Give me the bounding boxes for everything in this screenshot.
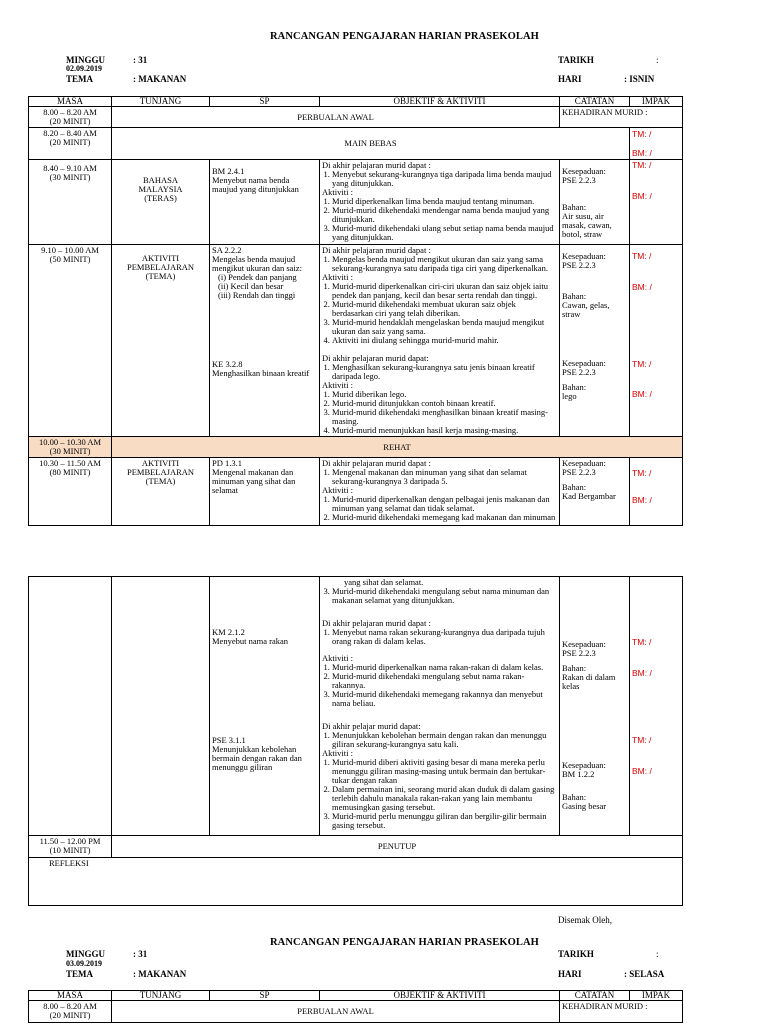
table-row — [29, 836, 683, 858]
refleksi-cell: REFLEKSI — [29, 858, 683, 906]
minggu-label: MINGGU — [66, 55, 105, 65]
table-row — [29, 437, 683, 458]
impak-cell: TM: / BM: / — [630, 160, 683, 245]
tema-value: : MAKANAN — [133, 74, 187, 84]
table-row — [29, 858, 683, 906]
col-impak: IMPAK — [630, 97, 683, 107]
bm-impak: BM: / — [632, 148, 652, 158]
lesson-plan-table-2 — [28, 990, 683, 1023]
hari-label: HARI — [558, 74, 582, 84]
time-cell: 8.00 – 8.20 AM (20 MINIT) — [29, 107, 112, 128]
penutup-cell: PENUTUP — [112, 836, 683, 858]
catatan-cell: Kesepaduan: PSE 2.2.3 Bahan: Air susu, air masak, cawan, botol, straw — [560, 160, 630, 245]
page-title-2: RANCANGAN PENGAJARAN HARIAN PRASEKOLAH — [270, 937, 539, 948]
minggu-label-2: MINGGU — [66, 949, 105, 959]
kehadiran-cell: KEHADIRAN MURID : — [560, 107, 683, 128]
activity-cell: MAIN BEBAS — [112, 128, 630, 160]
minggu-value: : 31 — [133, 55, 148, 65]
tarikh-value-2: : — [656, 949, 659, 959]
time-cell: 8.40 – 9.10 AM (30 MINIT) — [29, 160, 112, 245]
disemak-label: Disemak Oleh, — [558, 915, 612, 925]
sp-cell: KM 2.1.2 Menyebut nama rakan PSE 3.1.1 Menunjukkan kebolehan bermain dengan rakan dan menunggu giliran — [210, 577, 320, 836]
tunjang-cell — [112, 577, 210, 836]
table-row — [29, 107, 683, 128]
tema-value-2: : MAKANAN — [133, 969, 187, 979]
catatan-cell: Kesepaduan: PSE 2.2.3 Bahan: Cawan, gelas, straw Kesepaduan: PSE 2.2.3 Bahan: lego — [560, 245, 630, 437]
tunjang-cell: BAHASA MALAYSIA (TERAS) — [112, 160, 210, 245]
table-row — [29, 1001, 683, 1023]
tarikh-value: : — [656, 55, 659, 65]
impak-cell: TM: / BM: / TM: / BM: / — [630, 577, 683, 836]
col-catatan: CATATAN — [560, 991, 630, 1001]
objektif-cell: Di akhir pelajaran murid dapat : 1. Menyebut sekurang-kurangnya tiga daripada lima benda maujud yang ditunjukkan. Aktiviti : 1. Murid diperkenalkan lima benda maujud tentang minuman. 2. Murid-murid dikehendaki mendengar nama benda maujud yang ditunjukkan. 3. Murid-murid dikehendaki ulang sebut setiap nama benda maujud yang ditunjukkan. — [320, 160, 560, 245]
impak-cell: TM: / BM: / TM: / BM: / — [630, 245, 683, 437]
col-objektif: OBJEKTIF & AKTIVITI — [320, 97, 560, 107]
time-cell: 10.00 – 10.30 AM (30 MINIT) — [29, 437, 112, 458]
catatan-cell: Kesepaduan: PSE 2.2.3 Bahan: Rakan di dalam kelas Kesepaduan: BM 1.2.2 Bahan: Gasing besar — [560, 577, 630, 836]
activity-cell: PERBUALAN AWAL — [112, 107, 560, 128]
minggu-value-2: : 31 — [133, 949, 148, 959]
table-header-row — [29, 97, 683, 107]
table-row — [29, 160, 683, 245]
tm-impak: TM: / — [632, 129, 652, 139]
col-sp: SP — [210, 97, 320, 107]
hari-label-2: HARI — [558, 969, 582, 979]
col-sp: SP — [210, 991, 320, 1001]
activity-cell: PERBUALAN AWAL — [112, 1001, 560, 1023]
col-catatan: CATATAN — [560, 97, 630, 107]
time-cell: 9.10 – 10.00 AM (50 MINIT) — [29, 245, 112, 437]
objektif-cell: Di akhir pelajaran murid dapat : 1. Mengelas benda maujud mengikut ukuran dan saiz yang sama sekurang-kurangnya satu daripada tiga ciri yang diperkenalkan. Aktiviti : 1. Murid-murid diperkenalkan ciri-ciri ukuran dan saiz objek iaitu pendek dan panjang, kecil dan besar serta rendah dan tinggi. 2. Murid-murid dikehendaki membuat ukuran saiz objek berdasarkan ciri yang telah diberikan. 3. Murid-murid hendaklah mengelaskan benda maujud mengikut ukuran dan saiz yang sama. 4. Aktiviti ini diulang sehingga murid-murid mahir. Di akhir pelajaran murid dapat: 1. Menghasilkan sekurang-kurangnya satu jenis binaan kreatif daripada lego. Aktiviti : 1. Murid diberikan lego. 2. Murid-murid ditunjukkan contoh binaan kreatif. 3. Murid-murid dikehendaki menghasilkan binaan kreatif masing-masing. 4. Murid-murid menunjukkan hasil kerja masing-masing. — [320, 245, 560, 437]
sp-cell: SA 2.2.2 Mengelas benda maujud mengikut ukuran dan saiz: (i) Pendek dan panjang (ii) Kecil dan besar (iii) Rendah dan tinggi KE 3.2.8 Menghasilkan binaan kreatif — [210, 245, 320, 437]
impak-cell — [630, 128, 683, 160]
objektif-cell: Di akhir pelajaran murid dapat : 1. Mengenal makanan dan minuman yang sihat dan selamat sekurang-kurangnya 3 daripada 5. Aktiviti : 1. Murid-murid diperkenalkan dengan pelbagai jenis makanan dan minuman yang selamat dan tidak selamat. 2. Murid-murid dikehendaki memegang kad makanan dan minuman — [320, 458, 560, 526]
tarikh-label: TARIKH — [558, 55, 594, 65]
time-cell: 8.20 – 8.40 AM (20 MINIT) — [29, 128, 112, 160]
col-objektif: OBJEKTIF & AKTIVITI — [320, 991, 560, 1001]
page-title: RANCANGAN PENGAJARAN HARIAN PRASEKOLAH — [270, 31, 539, 42]
tarikh-label-2: TARIKH — [558, 949, 594, 959]
time-cell: 10.30 – 11.50 AM (80 MINIT) — [29, 458, 112, 526]
col-impak: IMPAK — [630, 991, 683, 1001]
table-row — [29, 458, 683, 526]
impak-cell: TM: / BM: / — [630, 458, 683, 526]
tunjang-cell: AKTIVITI PEMBELAJARAN (TEMA) — [112, 245, 210, 437]
col-tunjang: TUNJANG — [112, 97, 210, 107]
col-masa: MASA — [29, 991, 112, 1001]
sp-cell: BM 2.4.1 Menyebut nama benda maujud yang ditunjukkan — [210, 160, 320, 245]
time-cell — [29, 577, 112, 836]
tema-label-2: TEMA — [66, 969, 93, 979]
table-header-row — [29, 991, 683, 1001]
tema-label: TEMA — [66, 74, 93, 84]
table-row — [29, 245, 683, 437]
table-row — [29, 128, 683, 160]
date-value: 02.09.2019 — [66, 64, 102, 73]
date-value-2: 03.09.2019 — [66, 959, 102, 968]
objektif-cell: yang sihat dan selamat. 3. Murid-murid dikehendaki mengulang sebut nama minuman dan makanan selamat yang ditunjukkan. Di akhir pelajaran murid dapat : 1. Menyebut nama rakan sekurang-kurangnya dua daripada tujuh orang rakan di dalam kelas. Aktiviti : 1. Murid-murid diperkenalkan nama rakan-rakan di dalam kelas. 2. Murid-murid dikehendaki mengulang sebut nama rakan-rakannya. 3. Murid-murid dikehendaki memegang rakannya dan menyebut nama beliau. Di akhir pelajar murid dapat: 1. Menunjukkan kebolehan bermain dengan rakan dan menunggu giliran sekurang-kurangnya satu kali. Aktiviti : 1. Murid-murid diberi aktiviti gasing besar di mana mereka perlu menunggu giliran masing-masing untuk bermain dan bertukar-tukar dengan rakan 2. Dalam permainan ini, seorang murid akan duduk di dalam gasing terlebih dahulu manakala rakan-rakan yang lain membantu memusingkan gasing tersebut. 3. Murid-murid perlu menunggu giliran dan bergilir-gilir bermain gasing tersebut. — [320, 577, 560, 836]
hari-value-2: : SELASA — [624, 969, 665, 979]
time-cell: 11.50 – 12.00 PM (10 MINIT) — [29, 836, 112, 858]
col-masa: MASA — [29, 97, 112, 107]
table-row — [29, 577, 683, 836]
sp-cell: PD 1.3.1 Mengenal makanan dan minuman yang sihat dan selamat — [210, 458, 320, 526]
rehat-cell: REHAT — [112, 437, 683, 458]
kehadiran-cell: KEHADIRAN MURID : — [560, 1001, 683, 1023]
hari-value: : ISNIN — [624, 74, 655, 84]
lesson-plan-table — [28, 96, 683, 526]
time-cell: 8.00 – 8.20 AM (20 MINIT) — [29, 1001, 112, 1023]
lesson-plan-table-continued — [28, 576, 683, 906]
catatan-cell: Kesepaduan: PSE 2.2.3 Bahan: Kad Bergambar — [560, 458, 630, 526]
tunjang-cell: AKTIVITI PEMBELAJARAN (TEMA) — [112, 458, 210, 526]
col-tunjang: TUNJANG — [112, 991, 210, 1001]
